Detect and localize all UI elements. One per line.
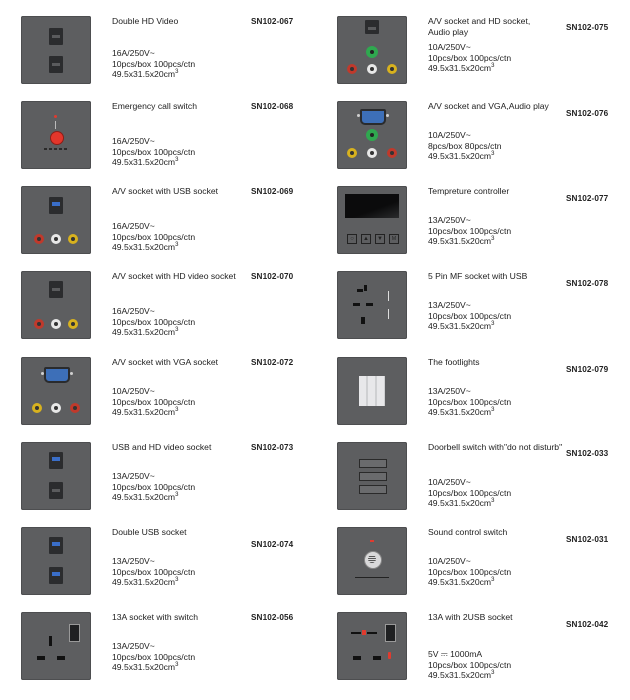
product-title: The footlights [428,357,480,367]
product-specs: 5V ⎓ 1000mA 10pcs/box 100pcs/ctn $49.5x31.5x20cm^3$ [428,649,512,681]
product-title: Double HD Video [112,16,179,26]
product-code: SN102-076 [566,109,609,118]
double-usb-socket-icon [21,527,91,595]
sound-control-icon [337,527,407,595]
product-specs: 10A/250V~ 10pcs/box 100pcs/ctn $49.5x31.5x20cm^3$ [428,42,512,74]
product-sn102-078 [337,271,630,343]
product-code: SN102-078 [566,279,609,288]
product-code: SN102-077 [566,194,609,203]
product-sn102-073 [21,442,321,514]
emergency-call-icon [21,101,91,169]
product-sn102-069 [21,186,321,258]
product-specs: 16A/250V~ 10pcs/box 100pcs/ctn $49.5x31.5x20cm^3$ [112,136,196,168]
product-specs: 16A/250V~ 10pcs/box 100pcs/ctn $49.5x31.5x20cm^3$ [112,306,196,338]
product-code: SN102-074 [251,540,294,549]
product-sn102-077 [337,186,630,258]
product-specs: 10A/250V~ 8pcs/box 80pcs/ctn $49.5x31.5x20cm^3$ [428,130,502,162]
product-code: SN102-042 [566,620,609,629]
uk-socket-switch-icon [21,612,91,680]
usb-hd-socket-icon [21,442,91,510]
footlight-icon [337,357,407,425]
product-specs: 16A/250V~ 10pcs/box 100pcs/ctn $49.5x31.5x20cm^3$ [112,48,196,80]
product-sn102-076 [337,101,630,173]
product-code: SN102-031 [566,535,609,544]
product-code: SN102-072 [251,358,294,367]
product-sn102-068 [21,101,321,173]
product-title: A/V socket and VGA,Audio play [428,101,549,111]
product-sn102-042 [337,612,630,684]
product-specs: 13A/250V~ 10pcs/box 100pcs/ctn $49.5x31.5x20cm^3$ [112,641,196,673]
product-specs: 10A/250V~ 10pcs/box 100pcs/ctn $49.5x31.5x20cm^3$ [112,386,196,418]
product-title: Doorbell switch with"do not disturb" [428,442,563,452]
product-sn102-031 [337,527,630,599]
product-title: A/V socket with USB socket [112,186,219,196]
product-sn102-074 [21,527,321,599]
product-title: 5 Pin MF socket with USB [428,271,528,281]
product-specs: 13A/250V~ 10pcs/box 100pcs/ctn $49.5x31.5x20cm^3$ [112,556,196,588]
av-usb-socket-icon [21,186,91,254]
product-specs: 13A/250V~ 10pcs/box 100pcs/ctn $49.5x31.5x20cm^3$ [428,300,512,332]
product-title: 13A with 2USB socket [428,612,513,622]
product-code: SN102-068 [251,102,294,111]
product-sn102-067 [21,16,321,88]
uk-socket-usb-icon [337,612,407,680]
product-specs: 13A/250V~ 10pcs/box 100pcs/ctn $49.5x31.5x20cm^3$ [112,471,196,503]
product-sn102-075 [337,16,630,88]
product-title: USB and HD video socket [112,442,212,452]
av-hd-socket-icon [337,16,407,84]
product-title: Sound control switch [428,527,508,537]
product-title: A/V socket and HD socket, Audio play [428,16,531,37]
doorbell-switch-icon [337,442,407,510]
product-code: SN102-075 [566,23,609,32]
product-title: Double USB socket [112,527,187,537]
product-sn102-079 [337,357,630,429]
temperature-controller-icon: ○ ▲ ▼ M [337,186,407,254]
product-code: SN102-070 [251,272,294,281]
product-title: A/V socket with HD video socket [112,271,236,281]
product-code: SN102-067 [251,17,294,26]
product-sn102-033 [337,442,630,514]
double-hd-socket-icon [21,16,91,84]
five-pin-usb-socket-icon [337,271,407,339]
av-vga-socket-icon [337,101,407,169]
product-sn102-056 [21,612,321,684]
product-title: Emergency call switch [112,101,198,111]
product-title: 13A socket with switch [112,612,198,622]
av-vga-icon [21,357,91,425]
product-sn102-070 [21,271,321,343]
product-specs: 13A/250V~ 10pcs/box 100pcs/ctn $49.5x31.5x20cm^3$ [428,386,512,418]
product-code: SN102-033 [566,449,609,458]
product-code: SN102-056 [251,613,294,622]
product-title: A/V socket with VGA socket [112,357,219,367]
product-specs: 16A/250V~ 10pcs/box 100pcs/ctn $49.5x31.5x20cm^3$ [112,221,196,253]
product-specs: 10A/250V~ 10pcs/box 100pcs/ctn $49.5x31.5x20cm^3$ [428,477,512,509]
product-code: SN102-069 [251,187,294,196]
product-code: SN102-079 [566,365,609,374]
product-code: SN102-073 [251,443,294,452]
product-specs: 13A/250V~ 10pcs/box 100pcs/ctn $49.5x31.5x20cm^3$ [428,215,512,247]
product-title: Tempreture controller [428,186,510,196]
product-sn102-072 [21,357,321,429]
av-hd-video-socket-icon [21,271,91,339]
product-specs: 10A/250V~ 10pcs/box 100pcs/ctn $49.5x31.5x20cm^3$ [428,556,512,588]
